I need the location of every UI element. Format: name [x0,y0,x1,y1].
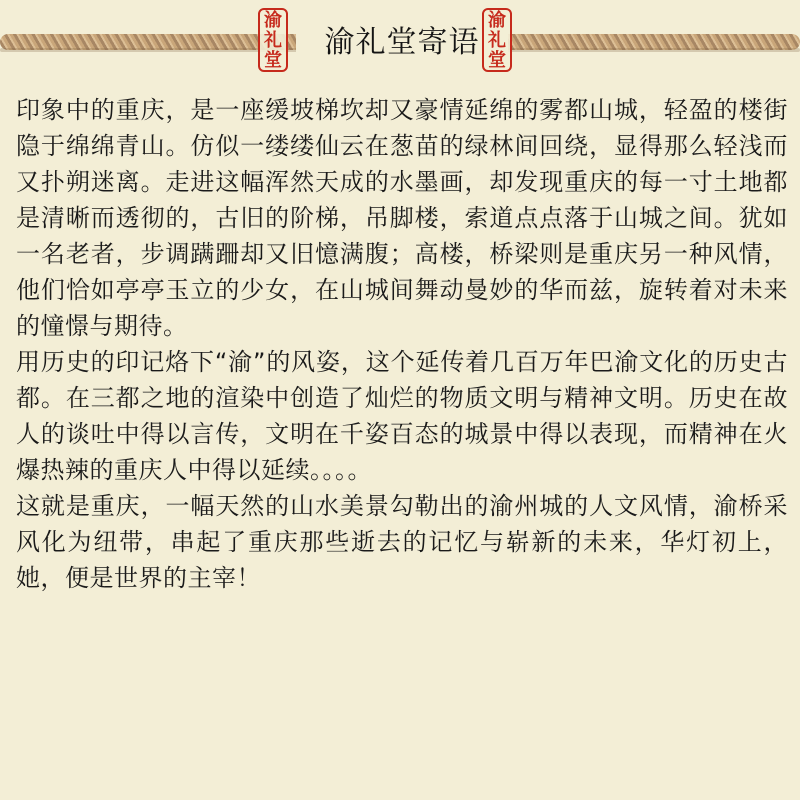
red-seal-stamp-right [482,8,512,72]
paragraph: 这就是重庆，一幅天然的山水美景勾勒出的渝州城的人文风情，渝桥采风化为纽带，串起了重庆那些逝去的记忆与崭新的未来，华灯初上，她，便是世界的主宰！ [16,492,788,592]
article-body [16,92,788,792]
title-box [296,22,508,64]
seal-char: 渝 [488,10,506,31]
page-title: 渝礼堂寄语 [324,25,480,60]
red-seal-stamp-left [258,8,288,72]
paragraph: 用历史的印记烙下“渝”的风姿，这个延传着几百万年巴渝文化的历史古都。在三都之地的渲染中创造了灿烂的物质文明与精神文明。历史在故人的谈吐中得以言传，文明在千姿百态的城景中得以表现，而精神在火爆热辣的重庆人中得以延续。。。。 [16,348,788,484]
seal-char: 堂 [488,50,506,71]
page-header [0,0,800,88]
seal-char: 堂 [264,50,282,71]
seal-char: 渝 [264,10,282,31]
seal-char: 礼 [488,30,506,51]
seal-char: 礼 [264,30,282,51]
paragraph: 印象中的重庆，是一座缓坡梯坎却又豪情延绵的雾都山城，轻盈的楼街隐于绵绵青山。仿似一缕缕仙云在葱苗的绿林间回绕，显得那么轻浅而又扑朔迷离。走进这幅浑然天成的水墨画，却发现重庆的每一寸土地都是清晰而透彻的，古旧的阶梯，吊脚楼，索道点点落于山城之间。犹如一名老者，步调蹒跚却又旧憶满腹；高楼，桥梁则是重庆另一种风情，他们恰如亭亭玉立的少女，在山城间舞动曼妙的华而兹，旋转着对未来的憧憬与期待。 [16,96,788,340]
